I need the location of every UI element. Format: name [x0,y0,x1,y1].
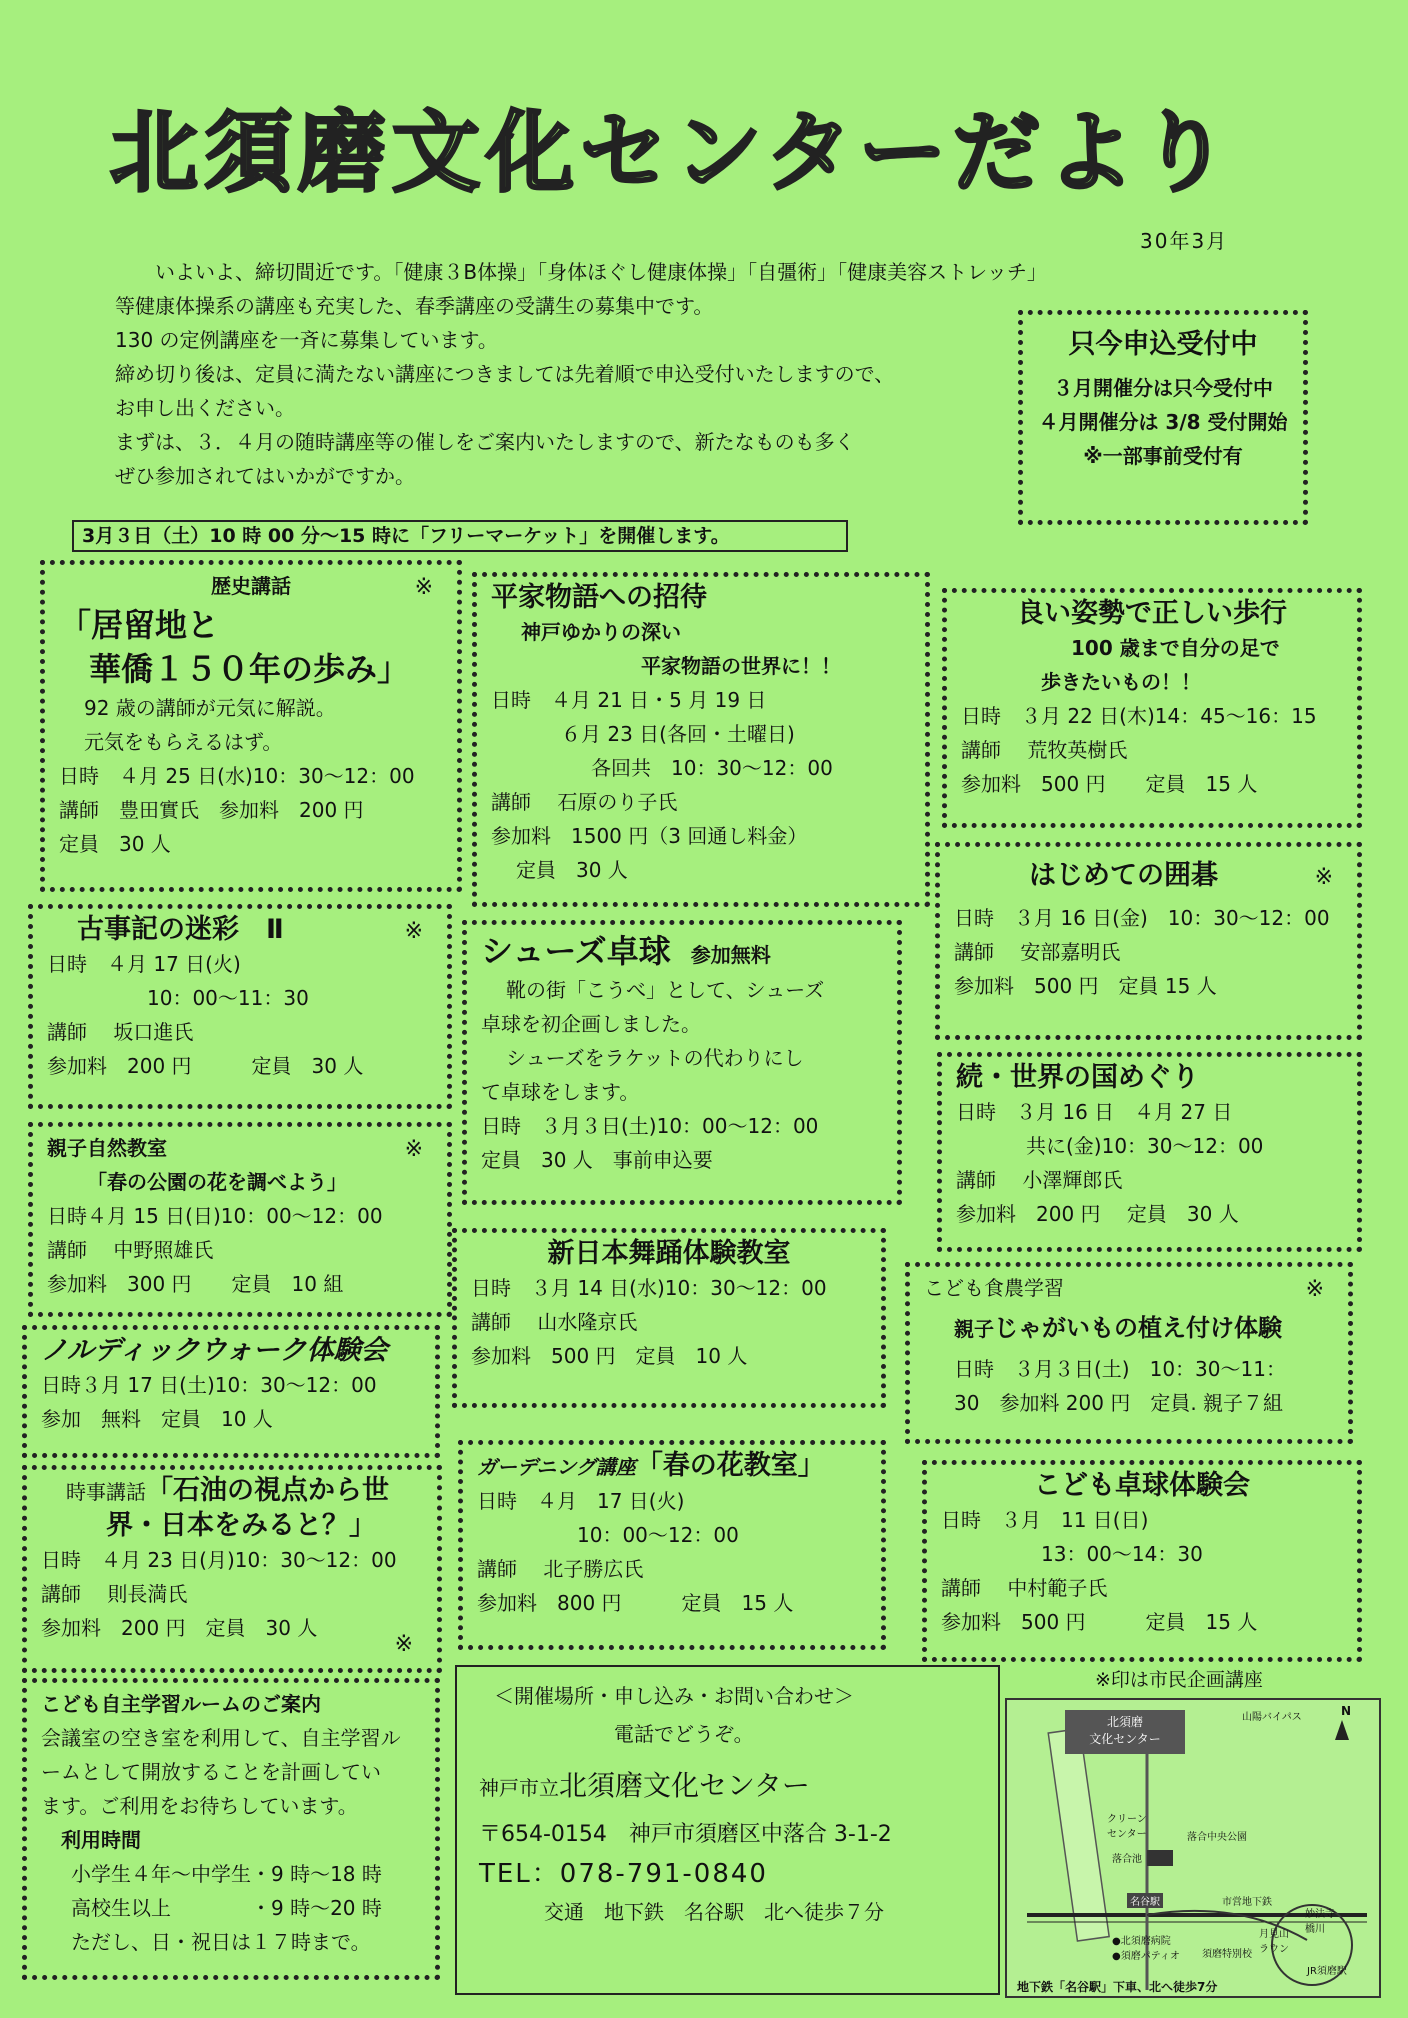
study-room-hours-label: 利用時間 [61,1828,141,1852]
igo-title: はじめての囲碁 [1029,860,1218,891]
potato-date: 日時 ３月３日(土) 10：30～11： [954,1357,1286,1381]
heike-date: 日時 ４月 21 日・5 月 19 日 [491,688,767,712]
nature-fee: 参加料 300 円 定員 10 組 [47,1272,344,1296]
oil-title: 「石油の視点から世 [146,1475,389,1506]
garden-date: 日時 ４月 17 日(火) [477,1489,685,1513]
heike-box [472,572,930,907]
garden-fee: 参加料 800 円 定員 15 人 [477,1591,794,1615]
igo-date: 日時 ３月 16 日(金) 10：30～12：00 [954,906,1330,930]
shoes-title: シューズ卓球 [481,932,671,970]
map-bypass-label: 山陽バイパス [1242,1712,1302,1723]
nordic-fee: 参加 無料 定員 10 人 [41,1407,273,1431]
study-room-desc: ームとして開放することを計画してい [41,1760,381,1784]
study-room-hours: 小学生４年～中学生・9 時～18 時 [71,1862,382,1886]
shoes-desc: 靴の街「こうべ」として、シューズ [506,978,825,1002]
map-center-label: 北須磨 文化センター [1089,1715,1161,1746]
shoes-date: 日時 ３月３日(土)10：00～12：00 [481,1114,819,1138]
kojiki-lecturer: 講師 坂口進氏 [47,1020,194,1044]
dance-box [452,1228,886,1408]
map-subway-label: 市営地下鉄 [1222,1897,1272,1908]
shoes-capacity: 定員 30 人 事前申込要 [481,1148,713,1172]
shoes-desc: シューズをラケットの代わりにし [506,1046,804,1070]
world-date: 共に(金)10：30～12：00 [1026,1134,1264,1158]
history-lecture-box [40,560,462,892]
garden-box [458,1440,886,1650]
map-station-label: 名谷駅 [1127,1893,1163,1908]
contact-tel: TEL：078-791-0840 [479,1859,768,1889]
kojiki-time: 10：00～11：30 [147,986,309,1010]
map-park-label: 落合中央公園 [1187,1832,1247,1843]
heike-fee: 参加料 1500 円（3 回通し料金） [491,824,808,848]
contact-address: 〒654-0154 神戸市須磨区中落合 3-1-2 [479,1822,892,1847]
history-desc: 92 歳の講師が元気に解説。 [84,696,336,720]
history-desc: 元気をもらえるはず。 [84,730,283,754]
world-title: 続・世界の国めぐり [956,1062,1199,1093]
potato-title-prefix: 親子 [954,1317,994,1341]
citizen-mark: ※ [1305,1277,1324,1302]
oil-heading: 時事講話 [66,1480,146,1504]
dance-fee: 参加料 500 円 定員 10 人 [471,1344,748,1368]
nature-box [28,1122,452,1317]
world-box [937,1052,1362,1252]
garden-heading: ガーデニング講座 [477,1455,636,1479]
kojiki-date: 日時 ４月 17 日(火) [47,952,241,976]
shoes-tabletennis-box [462,920,902,1205]
nature-lecturer: 講師 中野照雄氏 [47,1238,214,1262]
kojiki-title: 古事記の迷彩 Ⅱ [77,914,284,945]
issue-date: 30年3月 [1140,229,1229,253]
dance-title: 新日本舞踊体験教室 [547,1238,791,1269]
potato-heading: こども食農学習 [924,1276,1064,1300]
garden-time: 10：00～12：00 [577,1523,739,1547]
contact-org-prefix: 神戸市立 [479,1776,559,1800]
kids-tt-time: 13：00～14：30 [1041,1542,1203,1566]
intro-line: 130 の定例講座を一斉に募集しています。 [115,328,498,352]
flea-market-banner: 3月３日（土）10 時 00 分～15 時に「フリーマーケット」を開催します。 [72,520,848,552]
nature-sub: 「春の公園の花を調べよう」 [87,1170,347,1194]
reception-box [1018,310,1308,525]
garden-lecturer: 講師 北子勝広氏 [477,1557,644,1581]
oil-date: 日時 ４月 23 日(月)10：30～12：00 [41,1548,397,1572]
intro-line: 等健康体操系の講座も充実した、春季講座の受講生の募集中です。 [115,294,714,318]
citizen-mark: ※ [1314,865,1333,890]
kojiki-fee: 参加料 200 円 定員 30 人 [47,1054,364,1078]
kids-tt-title: こども卓球体験会 [1034,1470,1250,1501]
oil-title: 界・日本をみると？」 [106,1510,376,1541]
nordic-title: ノルディックウォーク体験会 [41,1335,388,1366]
shoes-desc: 卓球を初企画しました。 [481,1012,701,1036]
reception-line: ３月開催分は只今受付中 [1053,376,1273,400]
map-caption: 地下鉄「名谷駅」下車、北へ徒歩7分 [1017,1980,1218,1994]
heike-date: ６月 23 日(各回・土曜日) [561,722,795,746]
history-title: 「居留地と [59,606,220,644]
kids-tabletennis-box [922,1460,1362,1662]
intro-line: 締め切り後は、定員に満たない講座につきましては先着順で申込受付いたしますので、 [115,362,895,386]
world-fee: 参加料 200 円 定員 30 人 [956,1202,1239,1226]
kids-tt-date: 日時 ３月 11 日(日) [941,1508,1149,1532]
nature-title: 親子自然教室 [47,1136,167,1160]
contact-org: 北須磨文化センター [559,1769,810,1802]
history-heading: 歴史講話 [211,574,291,598]
map-clean-label: クリーン センター [1107,1814,1147,1840]
reception-line: ４月開催分は 3/8 受付開始 [1038,410,1288,434]
walking-sub: 歩きたいもの！！ [1041,670,1201,694]
map-school-label: 須磨特別校 [1202,1949,1252,1960]
walking-sub: 100 歳まで自分の足で [1071,636,1280,660]
heike-sub: 神戸ゆかりの深い [521,620,681,644]
map-moon-label: 月見山 ラウン [1259,1929,1289,1955]
heike-time: 各回共 10：30～12：00 [591,756,833,780]
walking-fee: 参加料 500 円 定員 15 人 [961,772,1258,796]
igo-fee: 参加料 500 円 定員 15 人 [954,974,1217,998]
potato-title: じゃがいもの植え付け体験 [994,1314,1282,1342]
igo-box [935,842,1362,1040]
dance-lecturer: 講師 山水隆京氏 [471,1310,638,1334]
garden-title: 「春の花教室」 [635,1450,825,1481]
oil-lecture-box [22,1465,442,1673]
nordic-date: 日時３月 17 日(土)10：30～12：00 [41,1373,377,1397]
heike-capacity: 定員 30 人 [516,858,628,882]
igo-lecturer: 講師 安部嘉明氏 [954,940,1121,964]
reception-line: ※一部事前受付有 [1083,444,1243,468]
study-room-hours: ただし、日・祝日は１７時まで。 [71,1930,371,1954]
map-river-label: 妙法寺 橋川 [1305,1909,1335,1935]
reception-title: 只今申込受付中 [1068,329,1258,360]
nature-date: 日時４月 15 日(日)10：00～12：00 [47,1204,383,1228]
world-lecturer: 講師 小澤輝郎氏 [956,1168,1123,1192]
access-map [1005,1698,1381,1998]
contact-box [455,1665,1000,1995]
history-date: 日時 ４月 25 日(水)10：30～12：00 [59,764,415,788]
study-room-box [22,1678,440,1980]
citizen-mark: ※ [414,575,433,600]
world-date: 日時 ３月 16 日 ４月 27 日 [956,1100,1233,1124]
map-jr-label: JR須磨駅 [1307,1966,1347,1977]
potato-box [905,1262,1353,1444]
nordic-box [22,1325,440,1458]
intro-text [115,255,1047,493]
shoes-desc: て卓球をします。 [481,1080,640,1104]
heike-title: 平家物語への招待 [491,582,707,613]
study-room-hours: 高校生以上 ・9 時～20 時 [71,1896,382,1920]
study-room-desc: 会議室の空き室を利用して、自主学習ル [41,1726,401,1750]
map-ochiai-label: 落合池 [1112,1854,1142,1865]
kojiki-box [28,904,452,1109]
study-room-desc: ます。ご利用をお待ちしています。 [41,1794,358,1818]
map-north-label: N [1341,1704,1352,1718]
citizen-mark: ※ [394,1632,413,1657]
intro-line: まずは、３．４月の随時講座等の催しをご案内いたしますので、新たなものも多く [115,430,855,454]
oil-fee: 参加料 200 円 定員 30 人 [41,1616,318,1640]
heike-sub: 平家物語の世界に！！ [641,654,841,678]
citizen-course-note: ※印は市民企画講座 [1095,1669,1263,1691]
history-title: 華僑１５０年の歩み」 [89,650,410,688]
kids-tt-fee: 参加料 500 円 定員 15 人 [941,1610,1258,1634]
oil-lecturer: 講師 則長満氏 [41,1582,188,1606]
walking-box [942,588,1362,828]
walking-date: 日時 ３月 22 日(木)14：45～16：15 [961,704,1317,728]
citizen-mark: ※ [404,919,423,944]
page-title: 北須磨文化センターだより [110,101,1235,204]
kids-tt-lecturer: 講師 中村範子氏 [941,1576,1108,1600]
citizen-mark: ※ [404,1137,423,1162]
walking-lecturer: 講師 荒牧英樹氏 [961,738,1128,762]
map-graphic [1007,1700,1379,1996]
contact-line: ＜開催場所・申し込み・お問い合わせ＞ [494,1684,854,1708]
contact-line: 電話でどうぞ。 [614,1722,754,1746]
shoes-badge: 参加無料 [690,943,771,967]
potato-date: 30 参加料 200 円 定員. 親子７組 [954,1391,1284,1415]
map-hospital-label: ●北須磨病院 ●須磨パティオ [1112,1936,1180,1962]
history-capacity: 定員 30 人 [59,832,171,856]
study-room-title: こども自主学習ルームのご案内 [41,1692,321,1716]
contact-access: 交通 地下鉄 名谷駅 北へ徒歩７分 [544,1900,884,1924]
history-lecturer: 講師 豊田實氏 参加料 200 円 [59,798,364,822]
intro-line: お申し出ください。 [115,396,295,420]
dance-date: 日時 ３月 14 日(水)10：30～12：00 [471,1276,827,1300]
walking-title: 良い姿勢で正しい歩行 [1017,598,1287,629]
intro-line: いよいよ、締切間近です。「健康３B体操」「身体ほぐし健康体操」「自彊術」「健康美容ストレッチ」 [155,260,1047,284]
intro-line: ぜひ参加されてはいかがですか。 [115,464,415,488]
heike-lecturer: 講師 石原のり子氏 [491,790,678,814]
